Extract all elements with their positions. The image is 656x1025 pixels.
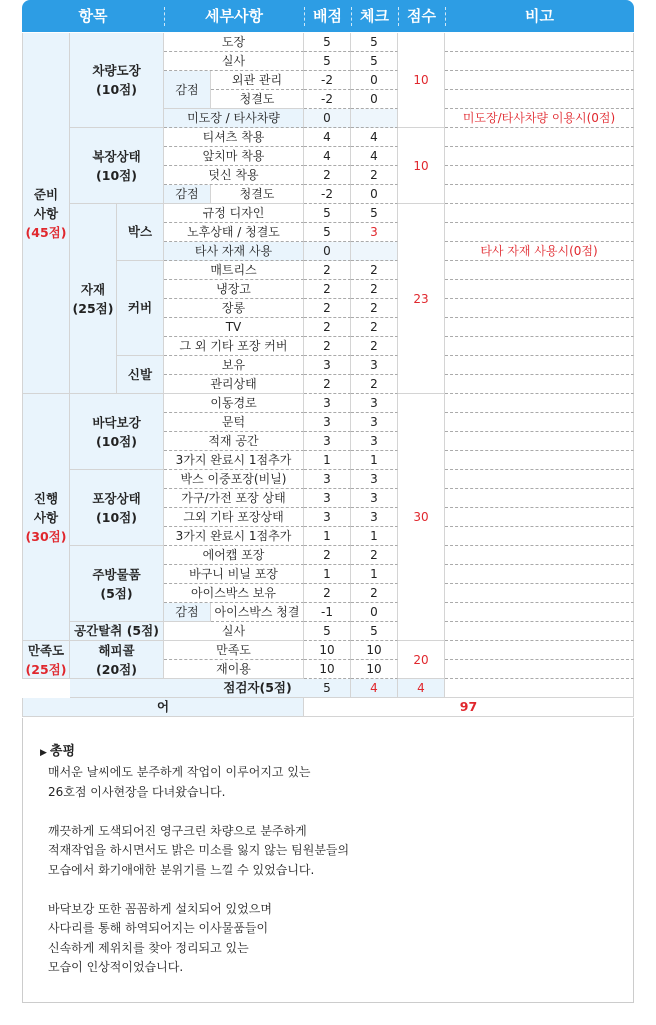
header-allot: 배점 — [313, 7, 342, 25]
detail-cell: 만족도 — [164, 641, 304, 660]
deduct-label: 감점 — [164, 71, 211, 109]
note-cell — [445, 299, 634, 318]
section-points: (45점) — [25, 224, 67, 240]
allot-cell: 1 — [304, 565, 351, 584]
total-label: 어 — [22, 698, 304, 717]
note-cell — [445, 622, 634, 641]
allot-cell: 2 — [304, 546, 351, 565]
triangle-bullet-icon: ▶ — [40, 748, 47, 758]
allot-cell: 5 — [304, 622, 351, 641]
detail-cell: 장롱 — [164, 299, 304, 318]
detail-cell: 매트리스 — [164, 261, 304, 280]
note-cell — [445, 223, 634, 242]
allot-cell: 3 — [304, 432, 351, 451]
check-cell: 2 — [351, 299, 398, 318]
note-cell — [445, 375, 634, 394]
check-cell: 3 — [351, 508, 398, 527]
allot-cell: -2 — [304, 71, 351, 90]
allot-cell: 1 — [304, 527, 351, 546]
summary-line: 깨끗하게 도색되어진 영구크린 차량으로 분주하게 — [48, 823, 307, 838]
group-material: 자재 (25점) — [70, 204, 117, 394]
note-cell — [445, 71, 634, 90]
note-cell — [445, 33, 634, 52]
detail-cell: 미도장 / 타사차량 — [164, 109, 304, 128]
note-cell — [445, 147, 634, 166]
note-cell — [445, 413, 634, 432]
header-item: 항목 — [78, 7, 108, 25]
summary-line: 적재작업을 하시면서도 밝은 미소를 잃지 않는 팀원분들의 — [48, 843, 350, 857]
note-cell — [445, 660, 634, 679]
detail-cell: 에어캡 포장 — [164, 546, 304, 565]
deduct-label: 감점 — [164, 185, 211, 204]
allot-cell: 5 — [304, 33, 351, 52]
note-cell — [445, 52, 634, 71]
check-cell: 4 — [351, 679, 398, 698]
score-material: 23 — [398, 204, 445, 394]
note-cell: 타사 자재 사용시(0점) — [445, 242, 634, 261]
note-cell — [445, 451, 634, 470]
detail-cell: 문턱 — [164, 413, 304, 432]
allot-cell: 0 — [304, 242, 351, 261]
detail-cell: TV — [164, 318, 304, 337]
section-progress — [22, 394, 70, 641]
table-header — [22, 0, 634, 32]
group-floor: 바닥보강 (10점) — [70, 394, 164, 470]
allot-cell: 3 — [304, 489, 351, 508]
check-cell: 3 — [351, 413, 398, 432]
allot-cell: 5 — [304, 679, 351, 698]
check-cell: 1 — [351, 527, 398, 546]
check-cell: 0 — [351, 603, 398, 622]
allot-cell: -2 — [304, 185, 351, 204]
note-cell — [445, 261, 634, 280]
check-cell: 4 — [351, 147, 398, 166]
section-prep — [22, 33, 70, 394]
check-cell: 0 — [351, 71, 398, 90]
detail-cell: 그외 기타 포장상태 — [164, 508, 304, 527]
note-cell — [445, 546, 634, 565]
check-cell: 0 — [351, 90, 398, 109]
detail-cell: 3가지 완료시 1점추가 — [164, 451, 304, 470]
note-cell — [445, 90, 634, 109]
allot-cell: 2 — [304, 337, 351, 356]
allot-cell: 10 — [304, 660, 351, 679]
check-cell: 10 — [351, 641, 398, 660]
summary-line — [48, 880, 349, 900]
subgroup-cover: 커버 — [117, 261, 164, 356]
note-cell — [445, 508, 634, 527]
summary-line: 신속하게 제위치를 찾아 정리되고 있는 — [48, 940, 249, 955]
score-progress: 30 — [398, 394, 445, 641]
section-satisfaction — [22, 641, 70, 679]
detail-cell: 적재 공간 — [164, 432, 304, 451]
summary-line: 26호점 이사현장을 다녀왔습니다. — [48, 784, 226, 799]
allot-cell: 5 — [304, 223, 351, 242]
note-cell — [445, 185, 634, 204]
detail-cell: 보유 — [164, 356, 304, 375]
check-cell: 0 — [351, 185, 398, 204]
allot-cell: 2 — [304, 375, 351, 394]
detail-cell: 아이스박스 보유 — [164, 584, 304, 603]
check-cell: 5 — [351, 204, 398, 223]
allot-cell: 5 — [304, 204, 351, 223]
group-inspector: 점검자(5점) — [70, 679, 445, 698]
note-cell — [445, 603, 634, 622]
allot-cell: 2 — [304, 261, 351, 280]
detail-cell: 티셔츠 착용 — [164, 128, 304, 147]
note-cell — [445, 527, 634, 546]
check-cell: 2 — [351, 584, 398, 603]
summary-line: 사다리를 통해 하역되어지는 이사물품들이 — [48, 921, 269, 935]
note-cell — [445, 166, 634, 185]
summary-line: 바닥보강 또한 꼼꼼하게 설치되어 있었으며 — [48, 901, 272, 916]
detail-cell: 관리상태 — [164, 375, 304, 394]
total-value: 97 — [304, 698, 634, 717]
note-cell — [445, 584, 634, 603]
check-cell — [351, 109, 398, 128]
allot-cell: 3 — [304, 508, 351, 527]
detail-cell: 실사 — [164, 52, 304, 71]
section-name: 진행 사항 — [33, 490, 59, 525]
header-check: 체크 — [360, 7, 389, 25]
allot-cell: 3 — [304, 394, 351, 413]
note-cell — [445, 128, 634, 147]
check-cell: 3 — [351, 489, 398, 508]
allot-cell: 2 — [304, 166, 351, 185]
note-cell — [445, 318, 634, 337]
detail-cell: 박스 이중포장(비닐) — [164, 470, 304, 489]
check-cell: 2 — [351, 280, 398, 299]
detail-cell: 그 외 기타 포장 커버 — [164, 337, 304, 356]
detail-cell: 실사 — [164, 622, 304, 641]
detail-cell: 청결도 — [211, 90, 304, 109]
detail-cell: 아이스박스 청결 — [211, 603, 304, 622]
allot-cell: 2 — [304, 584, 351, 603]
note-cell — [445, 280, 634, 299]
note-cell — [445, 565, 634, 584]
check-cell: 2 — [351, 318, 398, 337]
check-cell: 2 — [351, 166, 398, 185]
allot-cell: 4 — [304, 147, 351, 166]
score-uniform: 10 — [398, 128, 445, 204]
allot-cell: 1 — [304, 451, 351, 470]
check-cell: 2 — [351, 546, 398, 565]
score-satisfaction: 20 — [398, 641, 445, 679]
summary-line: 매서운 날씨에도 분주하게 작업이 이루어지고 있는 — [48, 765, 311, 779]
section-points: (30점) — [25, 528, 67, 544]
check-cell: 3 — [351, 470, 398, 489]
note-cell — [445, 337, 634, 356]
allot-cell: 2 — [304, 280, 351, 299]
note-cell: 미도장/타사차량 이용시(0점) — [445, 109, 634, 128]
allot-cell: 3 — [304, 413, 351, 432]
subgroup-box: 박스 — [117, 204, 164, 261]
check-cell: 2 — [351, 375, 398, 394]
group-kitchen: 주방물품 (5점) — [70, 546, 164, 622]
summary-text — [48, 763, 349, 978]
note-cell — [445, 641, 634, 660]
allot-cell: 2 — [304, 299, 351, 318]
check-cell: 5 — [351, 33, 398, 52]
detail-cell: 가구/가전 포장 상태 — [164, 489, 304, 508]
summary-line: 모습이 인상적이었습니다. — [48, 960, 184, 974]
summary-title: ▶ 총평 — [40, 744, 76, 759]
allot-cell: -2 — [304, 90, 351, 109]
allot-cell: 3 — [304, 470, 351, 489]
detail-cell: 도장 — [164, 33, 304, 52]
detail-cell: 3가지 완료시 1점추가 — [164, 527, 304, 546]
check-cell: 2 — [351, 261, 398, 280]
group-packing: 포장상태 (10점) — [70, 470, 164, 546]
note-cell — [445, 470, 634, 489]
allot-cell: 5 — [304, 52, 351, 71]
note-cell — [445, 394, 634, 413]
check-cell: 5 — [351, 52, 398, 71]
check-cell: 3 — [351, 394, 398, 413]
section-points: (25점) — [25, 661, 67, 677]
check-cell: 1 — [351, 565, 398, 584]
note-cell — [445, 489, 634, 508]
header-score: 점수 — [407, 7, 436, 25]
detail-cell: 재이용 — [164, 660, 304, 679]
check-cell: 3 — [351, 432, 398, 451]
group-vehicle: 차량도장 (10점) — [70, 33, 164, 128]
subgroup-shoes: 신발 — [117, 356, 164, 394]
check-cell: 5 — [351, 622, 398, 641]
detail-cell: 청결도 — [211, 185, 304, 204]
summary-line — [48, 802, 349, 822]
allot-cell: 2 — [304, 318, 351, 337]
check-cell: 3 — [351, 356, 398, 375]
detail-cell: 바구니 비닐 포장 — [164, 565, 304, 584]
header-note: 비고 — [525, 7, 554, 25]
group-uniform: 복장상태 (10점) — [70, 128, 164, 204]
detail-cell: 타사 자재 사용 — [164, 242, 304, 261]
summary-line: 모습에서 화기애애한 분위기를 느낄 수 있었습니다. — [48, 862, 315, 877]
group-happycall: 해피콜 (20점) — [70, 641, 164, 679]
note-cell — [445, 204, 634, 223]
deduct-label: 감점 — [164, 603, 211, 622]
header-detail: 세부사항 — [205, 7, 263, 25]
detail-cell: 노후상태 / 청결도 — [164, 223, 304, 242]
allot-cell: 3 — [304, 356, 351, 375]
note-cell — [445, 679, 634, 698]
detail-cell: 외관 관리 — [211, 71, 304, 90]
detail-cell: 이동경로 — [164, 394, 304, 413]
score-inspector: 4 — [398, 679, 445, 698]
section-name: 준비 사항 — [33, 186, 59, 221]
check-cell: 4 — [351, 128, 398, 147]
allot-cell: 4 — [304, 128, 351, 147]
check-cell — [351, 242, 398, 261]
score-vehicle: 10 — [398, 33, 445, 128]
detail-cell: 냉장고 — [164, 280, 304, 299]
note-cell — [445, 356, 634, 375]
detail-cell: 덧신 착용 — [164, 166, 304, 185]
note-cell — [445, 432, 634, 451]
check-cell: 2 — [351, 337, 398, 356]
section-name: 만족도 — [27, 642, 65, 658]
check-cell: 10 — [351, 660, 398, 679]
allot-cell: 0 — [304, 109, 351, 128]
detail-cell: 앞치마 착용 — [164, 147, 304, 166]
check-cell: 1 — [351, 451, 398, 470]
group-space: 공간탈취 (5점) — [70, 622, 164, 641]
allot-cell: 10 — [304, 641, 351, 660]
check-cell: 3 — [351, 223, 398, 242]
detail-cell: 규정 디자인 — [164, 204, 304, 223]
allot-cell: -1 — [304, 603, 351, 622]
